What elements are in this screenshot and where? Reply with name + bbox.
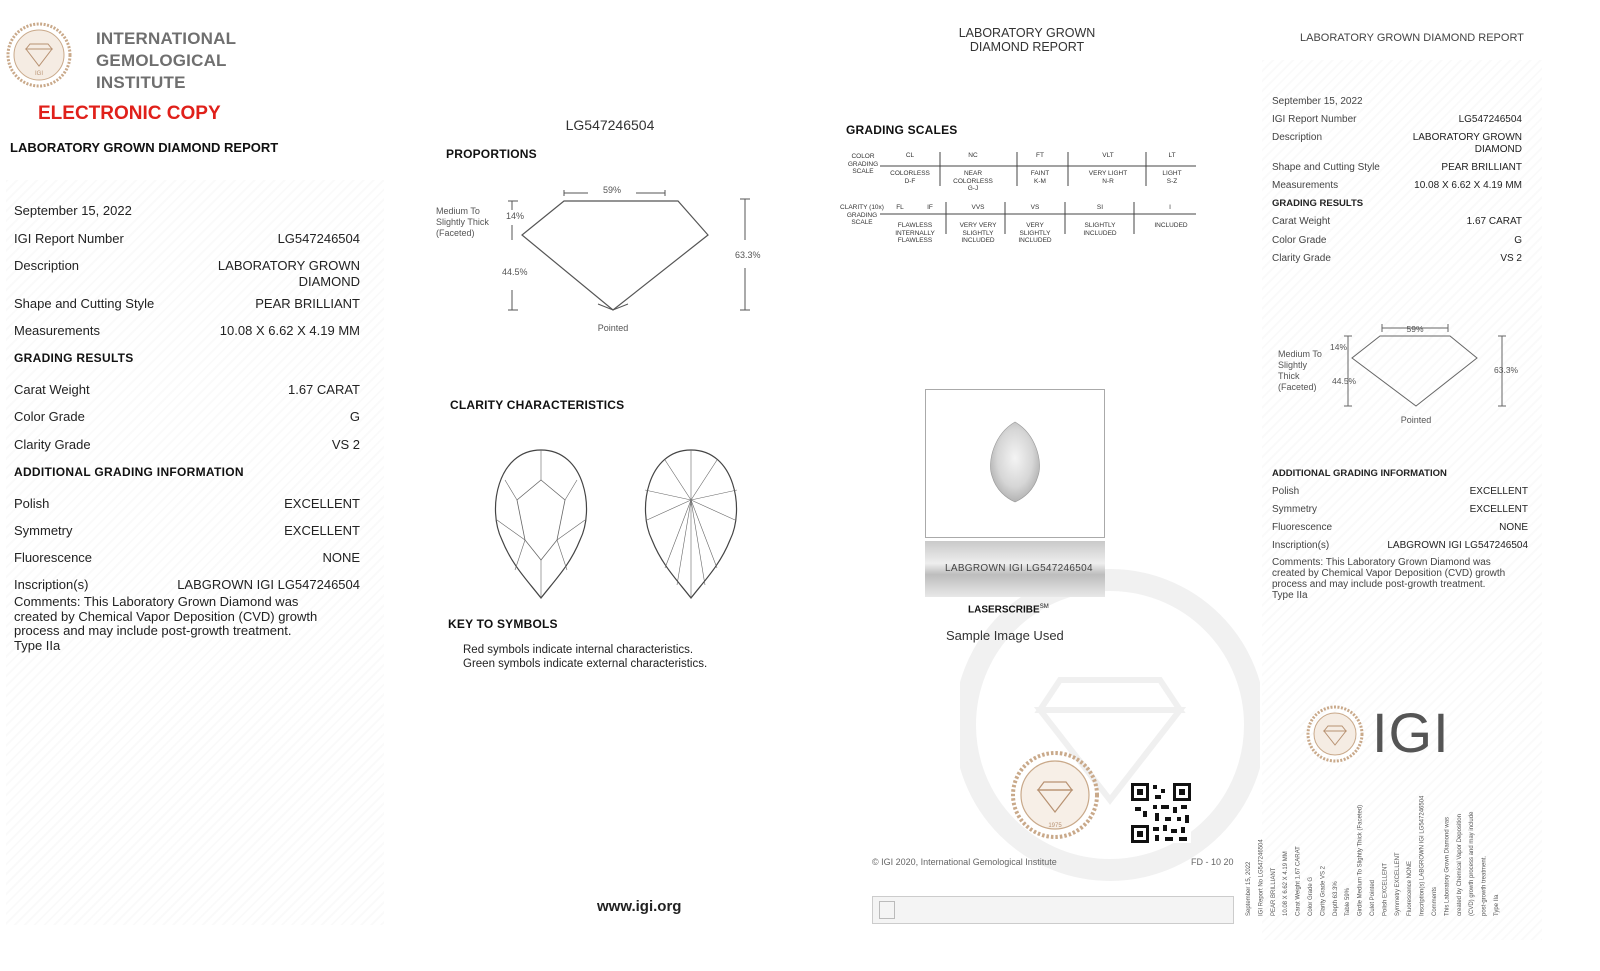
rotated-line: Culet Pointed: [1370, 879, 1376, 916]
culet-label: Pointed: [597, 323, 629, 333]
clarity-code: FL: [896, 204, 904, 211]
row-value: LABORATORY GROWN: [217, 258, 360, 273]
igi-brand-logo: IGI: [1372, 701, 1450, 764]
desc-line: K-M: [1034, 177, 1046, 185]
rotated-line: Color Grade G: [1308, 876, 1314, 916]
row-value: G: [349, 409, 360, 424]
row-value: PEAR BRILLIANT: [1441, 162, 1522, 173]
crown-percent: 14%: [1330, 342, 1348, 352]
row-label: Measurements: [1272, 180, 1339, 191]
header-line: LABORATORY GROWN: [958, 26, 1096, 40]
scale-label-line: SCALE: [851, 219, 873, 226]
comments: [1272, 557, 1532, 601]
row-label: Description: [14, 258, 80, 273]
rotated-line: PEAR BRILLIANT: [1270, 867, 1277, 916]
qr-code[interactable]: [1131, 783, 1191, 843]
laserscribe-text: LASERSCRIBE: [968, 604, 1040, 616]
row-label: Inscription(s): [14, 577, 89, 592]
comment-line: Comments: This Laboratory Grown Diamond was: [14, 594, 299, 609]
row-value: VS 2: [1500, 253, 1522, 264]
desc-line: INCLUDED: [1083, 229, 1117, 237]
girdle-label: (Faceted): [436, 228, 475, 238]
row-label: Clarity Grade: [1272, 253, 1331, 264]
row-value: G: [1514, 235, 1522, 246]
proportions-heading: PROPORTIONS: [446, 147, 537, 161]
color-code: NC: [968, 152, 978, 159]
row-value-continued: DIAMOND: [298, 274, 360, 289]
color-desc: [948, 170, 998, 193]
rotated-line: 10.08 X 6.62 X 4.19 MM: [1283, 851, 1290, 916]
org-name: [96, 28, 236, 94]
report-header: [930, 26, 1124, 54]
depth-percent: 63.3%: [1494, 365, 1519, 375]
security-features-strip: [872, 896, 1234, 924]
scale-label-line: COLOR: [851, 153, 875, 160]
igi-seal: [1010, 750, 1100, 840]
rotated-line: post-growth treatment.: [1481, 855, 1488, 916]
clarity-desc: [1010, 222, 1060, 245]
row-value: 10.08 X 6.62 X 4.19 MM: [219, 323, 360, 338]
desc-line: G-J: [967, 185, 979, 192]
row-label: Color Grade: [14, 409, 85, 424]
clarity-desc: [1072, 222, 1128, 237]
desc-line: NEAR: [963, 170, 983, 177]
table-percent: 59%: [1406, 324, 1424, 334]
comment-line: Type IIa: [14, 637, 61, 653]
proportions-diagram-small: [1272, 318, 1532, 430]
color-code: FT: [1036, 152, 1044, 159]
row-label: Fluorescence: [14, 550, 93, 565]
rotated-line: Comments: [1432, 886, 1438, 916]
desc-line: FLAWLESS: [897, 222, 933, 229]
color-code: CL: [905, 152, 915, 159]
igi-seal-logo: [1306, 705, 1364, 763]
clarity-code: SI: [1096, 204, 1104, 211]
row-value: LABGROWN IGI LG547246504: [1387, 540, 1528, 551]
clarity-code: VVS: [971, 204, 985, 211]
grading-results-heading: GRADING RESULTS: [14, 351, 134, 365]
row-value-continued: DIAMOND: [1474, 144, 1522, 155]
rotated-line: Girdle Medium To Slightly Thick (Faceted): [1357, 804, 1364, 916]
rotated-line: Depth 63.3%: [1332, 881, 1339, 916]
pavilion-percent: 44.5%: [1332, 376, 1357, 386]
row-label: Polish: [1272, 486, 1300, 497]
row-label: IGI Report Number: [14, 231, 124, 246]
scale-label-line: GRADING: [846, 211, 878, 219]
desc-line: D-F: [904, 177, 916, 185]
row-value: LABORATORY GROWN: [1412, 132, 1522, 143]
service-mark: SM: [1039, 604, 1049, 610]
scale-label-line: GRADING: [847, 160, 879, 168]
clarity-code: I: [1169, 204, 1171, 211]
clarity-code: VS: [1030, 204, 1040, 211]
clarity-desc: [950, 222, 1006, 245]
desc-line: INCLUDED: [1018, 237, 1052, 244]
rotated-line: Fluorescence NONE: [1407, 860, 1414, 916]
shield-icon: [879, 901, 895, 919]
desc-line: INCLUDED: [961, 237, 995, 244]
rotated-line: created by Chemical Vapor Deposition: [1456, 814, 1463, 916]
scale-label-line: SCALE: [852, 168, 874, 175]
row-label: Clarity Grade: [14, 437, 91, 452]
rotated-summary: [1240, 780, 1510, 920]
key-line-green: Green symbols indicate external characteristics.: [463, 657, 708, 670]
seal-year: 1975: [1048, 823, 1062, 829]
report-title: LABORATORY GROWN DIAMOND REPORT: [10, 140, 279, 155]
row-value: 1.67 CARAT: [287, 382, 360, 397]
row-label: Carat Weight: [1272, 216, 1331, 227]
color-code: LT: [1168, 152, 1176, 159]
girdle-label: (Faceted): [1278, 382, 1317, 392]
row-value: EXCELLENT: [1469, 504, 1528, 515]
girdle-label: Slightly Thick: [436, 217, 489, 227]
org-name-line: GEMOLOGICAL: [96, 51, 227, 70]
row-label: Symmetry: [1272, 504, 1317, 515]
key-to-symbols-heading: KEY TO SYMBOLS: [448, 617, 558, 631]
desc-line: FAINT: [1030, 170, 1050, 177]
rotated-line: Inscription(s) LABGROWN IGI LG547246504: [1419, 795, 1426, 916]
row-label: Polish: [14, 496, 50, 511]
rotated-line: September 15, 2022: [1246, 861, 1252, 916]
row-label: Inscription(s): [1272, 540, 1330, 551]
key-to-symbols: [463, 644, 707, 671]
laser-inscription-text: LABGROWN IGI LG547246504: [945, 563, 1093, 574]
desc-line: SLIGHTLY: [1019, 229, 1051, 237]
table-percent: 59%: [602, 185, 622, 195]
rotated-line: IGI Report No LG547246504: [1258, 839, 1265, 916]
color-desc: [1020, 170, 1060, 185]
girdle-label: Thick: [1278, 371, 1300, 381]
grading-scales-heading: GRADING SCALES: [846, 123, 958, 137]
girdle-label: Medium To: [1278, 349, 1322, 359]
row-label: Measurements: [14, 323, 100, 338]
row-label: Carat Weight: [14, 382, 90, 397]
crown-percent: 14%: [506, 211, 525, 221]
comment-line: Type IIa: [1272, 590, 1308, 601]
rotated-line: Table 59%: [1345, 887, 1352, 916]
row-value: 1.67 CARAT: [1466, 216, 1522, 227]
row-value: EXCELLENT: [284, 496, 360, 511]
comment-line: created by Chemical Vapor Deposition (CVD) growth: [1272, 568, 1506, 579]
igi-seal-logo: [6, 22, 72, 88]
rotated-line: This Laboratory Grown Diamond was: [1444, 816, 1451, 916]
rotated-line: Symmetry EXCELLENT: [1394, 852, 1401, 916]
color-desc: [1080, 170, 1136, 185]
report-date: September 15, 2022: [1272, 96, 1363, 107]
rotated-line: Carat Weight 1.67 CARAT: [1295, 846, 1302, 916]
desc-line: VERY: [1026, 222, 1044, 229]
row-value: LG547246504: [1458, 114, 1522, 125]
clarity-characteristics-heading: CLARITY CHARACTERISTICS: [450, 398, 625, 412]
rotated-line: Clarity Grade VS 2: [1320, 865, 1327, 916]
row-value: EXCELLENT: [284, 523, 360, 538]
desc-line: COLORLESS: [890, 170, 930, 177]
girdle-label: Medium To: [436, 206, 480, 216]
row-value: VS 2: [331, 437, 360, 452]
girdle-label: Slightly: [1278, 360, 1308, 370]
additional-info-heading: ADDITIONAL GRADING INFORMATION: [14, 465, 244, 479]
pavilion-percent: 44.5%: [502, 267, 528, 277]
row-value: NONE: [322, 550, 360, 565]
row-label: Fluorescence: [1272, 522, 1333, 533]
proportions-diagram: [430, 180, 770, 340]
comment-line: process and may include post-growth treatment.: [1272, 579, 1486, 590]
row-label: Shape and Cutting Style: [1272, 162, 1380, 173]
desc-line: FLAWLESS: [897, 237, 933, 244]
row-value: NONE: [1499, 522, 1528, 533]
comment-line: created by Chemical Vapor Deposition (CVD) growth: [14, 608, 318, 624]
org-name-line: INTERNATIONAL: [96, 29, 237, 48]
report-number-heading: LG547246504: [565, 117, 655, 133]
rotated-line: Type IIa: [1494, 894, 1500, 916]
clarity-desc: [1145, 222, 1197, 230]
sample-image-note: Sample Image Used: [946, 628, 1064, 643]
header-line: DIAMOND REPORT: [969, 40, 1085, 54]
pear-diamond-image: [926, 390, 1104, 537]
color-desc: [1152, 170, 1192, 185]
row-label: Description: [1272, 132, 1323, 143]
desc-line: COLORLESS: [953, 177, 993, 185]
diamond-photo: [925, 389, 1105, 538]
org-name-line: INSTITUTE: [96, 73, 186, 92]
clarity-code: IF: [927, 204, 933, 211]
report-title-small: LABORATORY GROWN DIAMOND REPORT: [1300, 32, 1524, 44]
desc-line: SLIGHTLY: [962, 229, 994, 237]
electronic-copy-label: ELECTRONIC COPY: [38, 103, 221, 124]
grading-results-heading: GRADING RESULTS: [1272, 198, 1364, 209]
culet-label: Pointed: [1400, 415, 1432, 425]
row-value: PEAR BRILLIANT: [255, 296, 360, 311]
comment-line: Comments: This Laboratory Grown Diamond was: [1272, 557, 1491, 568]
website-link[interactable]: www.igi.org: [597, 898, 682, 915]
report-date: September 15, 2022: [14, 203, 132, 218]
clarity-plot-crown: [485, 440, 755, 610]
svg-text:IGI: IGI: [34, 71, 44, 77]
additional-info-heading: ADDITIONAL GRADING INFORMATION: [1272, 468, 1447, 479]
desc-line: INTERNALLY: [895, 229, 935, 237]
depth-percent: 63.3%: [735, 250, 761, 260]
desc-line: INCLUDED: [1154, 222, 1188, 229]
desc-line: LIGHT: [1162, 170, 1182, 177]
color-desc: [888, 170, 932, 185]
laser-inscription-photo: [925, 541, 1105, 597]
row-value: LABGROWN IGI LG547246504: [177, 577, 360, 592]
rotated-line: Polish EXCELLENT: [1382, 862, 1389, 916]
key-line-red: Red symbols indicate internal characteristics.: [463, 644, 694, 656]
desc-line: SLIGHTLY: [1084, 222, 1116, 229]
row-value: LG547246504: [277, 231, 360, 246]
row-label: Shape and Cutting Style: [14, 296, 155, 311]
form-code: FD - 10 20: [1191, 857, 1234, 867]
comments: [14, 595, 364, 653]
desc-line: S-Z: [1166, 177, 1178, 185]
desc-line: N-R: [1102, 177, 1114, 185]
row-value: EXCELLENT: [1469, 486, 1528, 497]
copyright-notice: © IGI 2020, International Gemological Institute: [872, 857, 1057, 867]
row-label: Symmetry: [14, 523, 73, 538]
color-code: VLT: [1102, 152, 1114, 159]
desc-line: VERY VERY: [959, 222, 997, 229]
row-label: Color Grade: [1272, 235, 1327, 246]
row-label: IGI Report Number: [1272, 114, 1357, 125]
row-value: 10.08 X 6.62 X 4.19 MM: [1414, 180, 1522, 191]
desc-line: VERY LIGHT: [1088, 170, 1128, 177]
comment-line: process and may include post-growth treatment.: [14, 623, 292, 638]
scale-label-line: CLARITY (10x): [840, 204, 884, 211]
rotated-line: (CVD) growth process and may include: [1469, 811, 1476, 916]
clarity-desc: [890, 222, 940, 245]
laserscribe-label: [968, 604, 1049, 615]
